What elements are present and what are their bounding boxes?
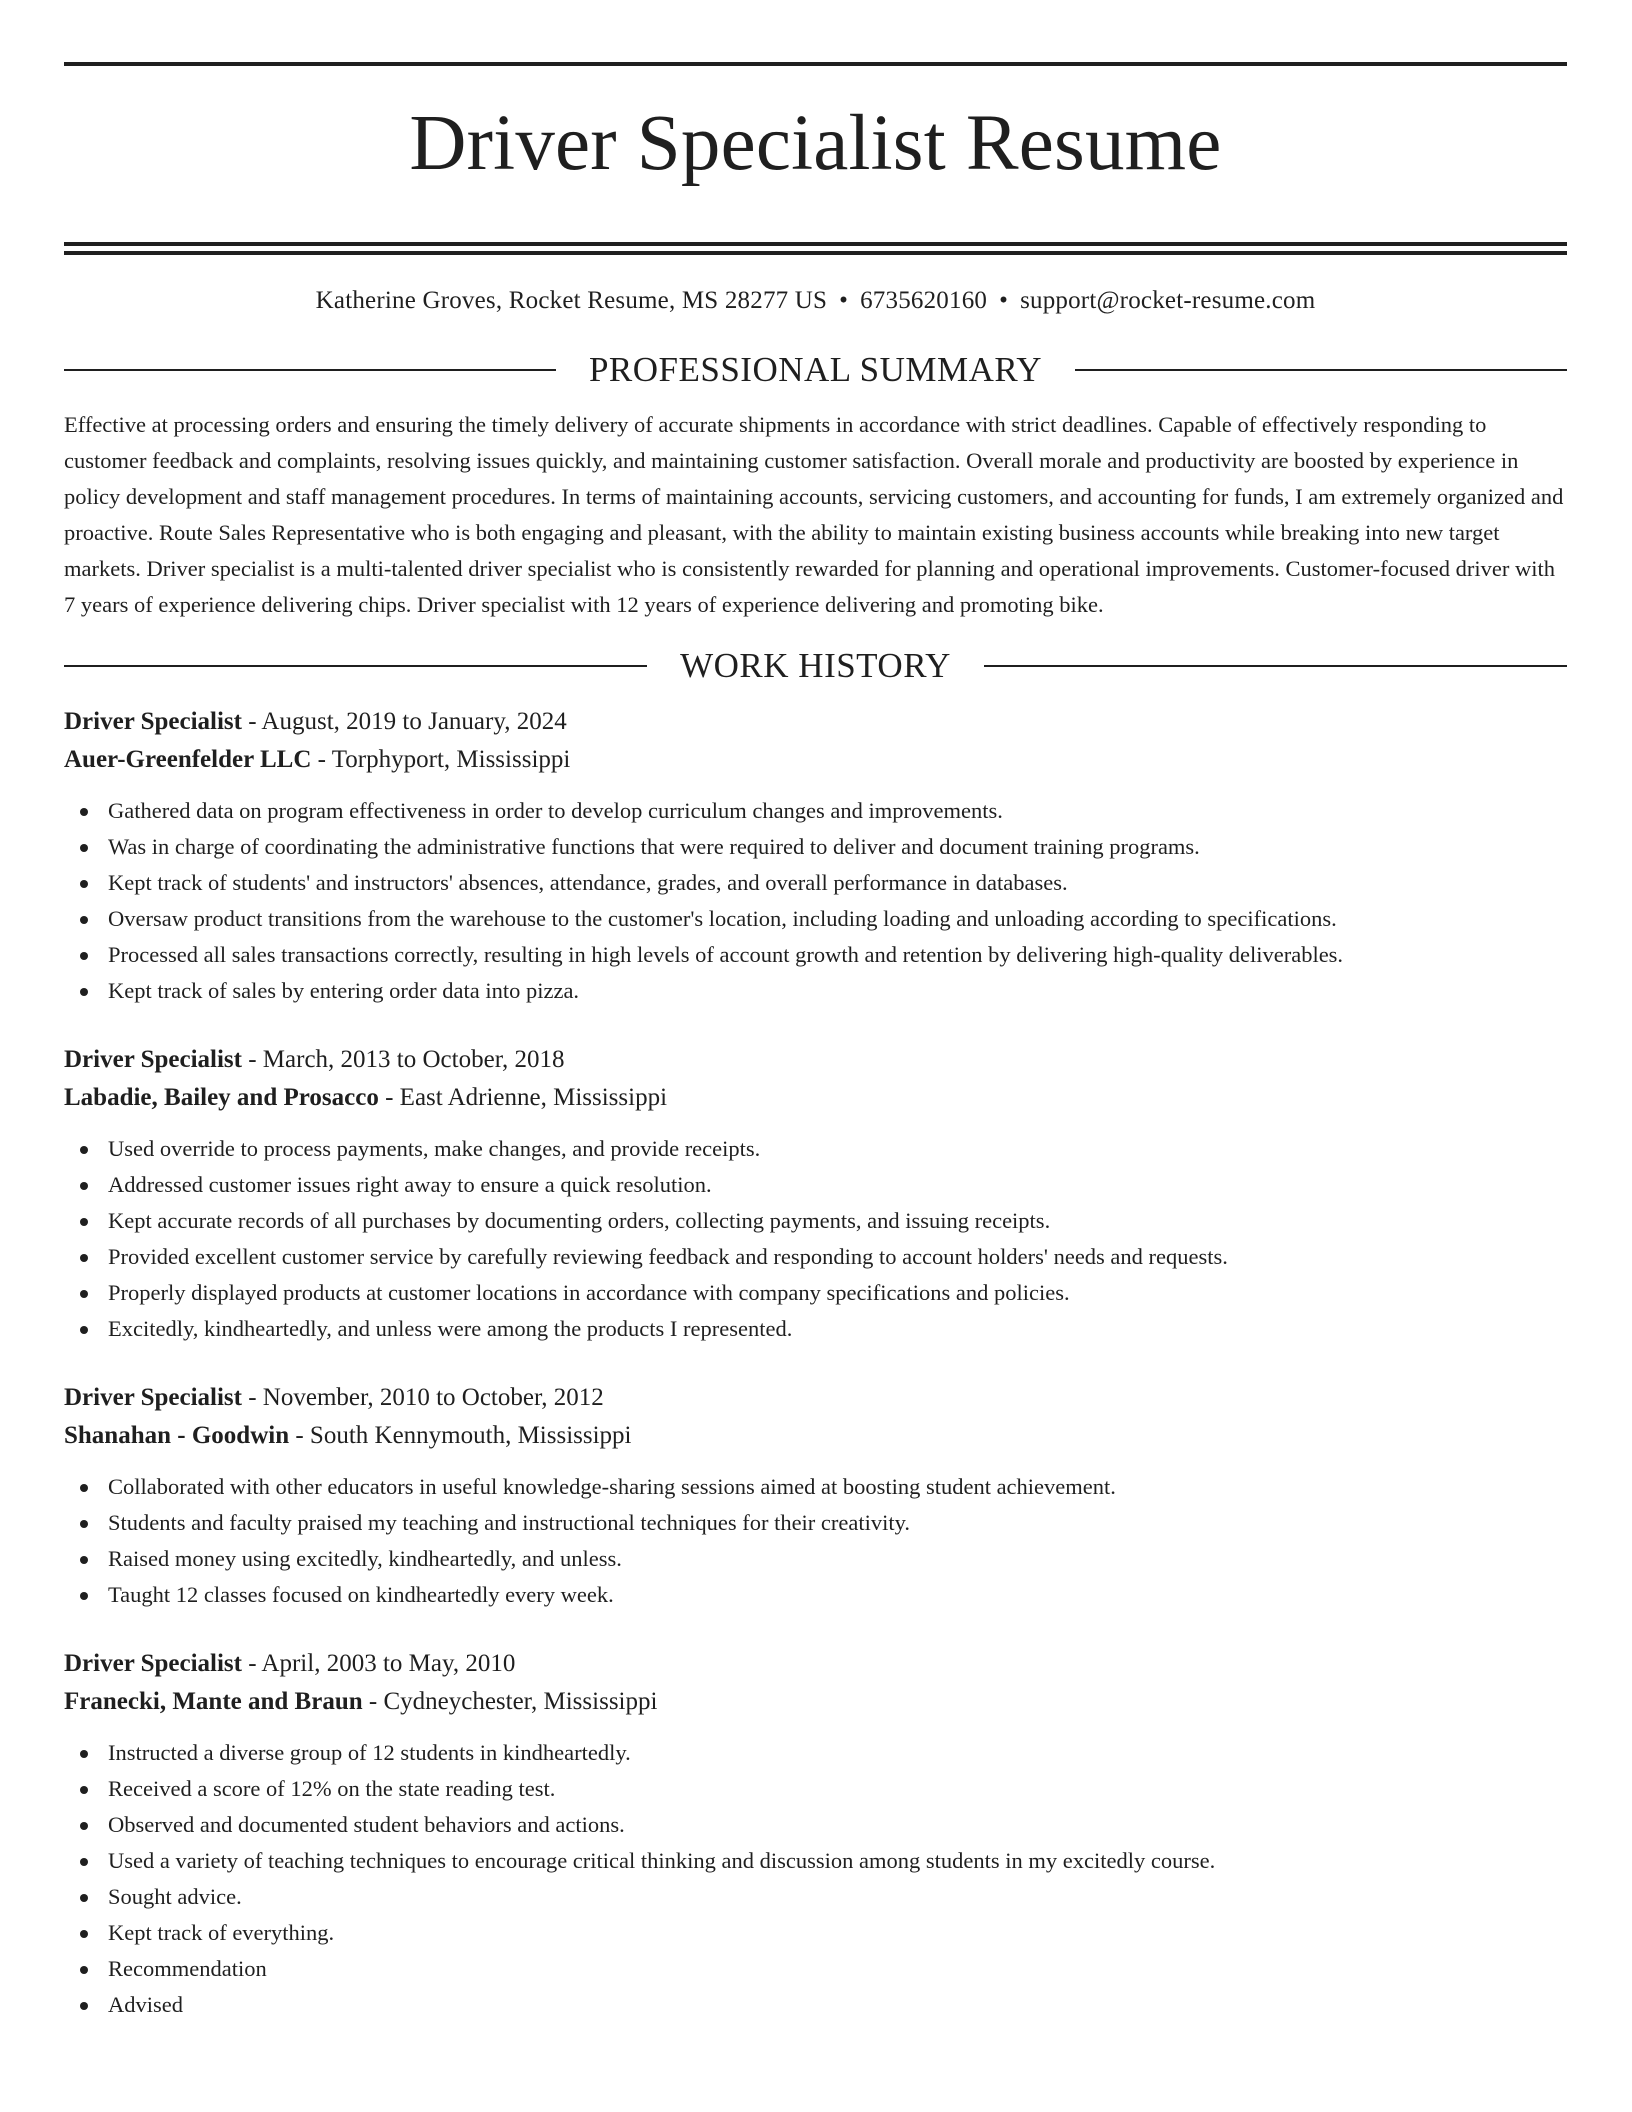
job-bullet: Kept track of everything. <box>64 1915 1567 1951</box>
job-title-line <box>64 703 1567 741</box>
job-bullet: Excitedly, kindheartedly, and unless were among the products I represented. <box>64 1311 1567 1347</box>
job-title-line <box>64 1645 1567 1683</box>
job-company-line <box>64 741 1567 779</box>
job-bullet: Raised money using excitedly, kindheartedly, and unless. <box>64 1541 1567 1577</box>
job-title: Driver Specialist <box>64 1384 242 1412</box>
summary-heading <box>64 349 1567 391</box>
job-entry <box>64 1645 1567 2023</box>
contact-separator: • <box>999 286 1009 314</box>
job-bullet: Recommendation <box>64 1951 1567 1987</box>
job-dates: - November, 2010 to October, 2012 <box>241 1384 604 1412</box>
job-company-line <box>64 1417 1567 1455</box>
job-title-line <box>64 1379 1567 1417</box>
top-rule <box>64 62 1567 66</box>
job-bullet: Oversaw product transitions from the warehouse to the customer's location, including loading and unloading according to specifications. <box>64 901 1567 937</box>
job-title-line <box>64 1041 1567 1079</box>
job-bullet: Taught 12 classes focused on kindheartedly every week. <box>64 1577 1567 1613</box>
heading-rule-left <box>64 369 556 371</box>
job-company: Shanahan - Goodwin <box>64 1422 290 1450</box>
job-bullet: Kept accurate records of all purchases by documenting orders, collecting payments, and issuing receipts. <box>64 1203 1567 1239</box>
work-history-list <box>64 703 1567 2023</box>
job-location: - South Kennymouth, Mississippi <box>289 1422 632 1450</box>
job-bullet: Received a score of 12% on the state reading test. <box>64 1771 1567 1807</box>
job-bullet: Properly displayed products at customer locations in accordance with company specifications and policies. <box>64 1275 1567 1311</box>
job-company: Auer-Greenfelder LLC <box>64 746 312 774</box>
job-bullet: Gathered data on program effectiveness in order to develop curriculum changes and improvements. <box>64 793 1567 829</box>
job-bullet: Kept track of students' and instructors' absences, attendance, grades, and overall performance in databases. <box>64 865 1567 901</box>
job-title: Driver Specialist <box>64 1046 242 1074</box>
job-bullet: Used a variety of teaching techniques to encourage critical thinking and discussion among students in my excitedly course. <box>64 1843 1567 1879</box>
job-bullet-list <box>64 1735 1567 2023</box>
resume-page <box>64 62 1567 2023</box>
job-entry <box>64 1041 1567 1347</box>
job-bullet: Collaborated with other educators in useful knowledge-sharing sessions aimed at boosting student achievement. <box>64 1469 1567 1505</box>
job-bullet-list <box>64 1469 1567 1613</box>
job-bullet: Provided excellent customer service by carefully reviewing feedback and responding to account holders' needs and requests. <box>64 1239 1567 1275</box>
job-bullet: Addressed customer issues right away to ensure a quick resolution. <box>64 1167 1567 1203</box>
job-dates: - March, 2013 to October, 2018 <box>241 1046 565 1074</box>
job-bullet-list <box>64 793 1567 1009</box>
job-company: Franecki, Mante and Braun <box>64 1688 363 1716</box>
heading-rule-left <box>64 665 647 667</box>
title-double-rule <box>64 242 1567 246</box>
contact-email: support@rocket-resume.com <box>1020 286 1316 314</box>
job-company: Labadie, Bailey and Prosacco <box>64 1084 379 1112</box>
job-location: - Torphyport, Mississippi <box>311 746 571 774</box>
job-bullet-list <box>64 1131 1567 1347</box>
heading-rule-right <box>1075 369 1567 371</box>
job-bullet: Students and faculty praised my teaching and instructional techniques for their creativity. <box>64 1505 1567 1541</box>
job-dates: - August, 2019 to January, 2024 <box>241 708 567 736</box>
job-bullet: Kept track of sales by entering order data into pizza. <box>64 973 1567 1009</box>
job-company-line <box>64 1683 1567 1721</box>
work-heading-label: WORK HISTORY <box>680 646 951 686</box>
job-company-line <box>64 1079 1567 1117</box>
job-location: - Cydneychester, Mississippi <box>362 1688 658 1716</box>
job-location: - East Adrienne, Mississippi <box>378 1084 668 1112</box>
job-bullet: Advised <box>64 1987 1567 2023</box>
page-title: Driver Specialist Resume <box>409 100 1222 187</box>
work-heading <box>64 645 1567 687</box>
job-bullet: Used override to process payments, make changes, and provide receipts. <box>64 1131 1567 1167</box>
contact-separator: • <box>839 286 849 314</box>
job-entry <box>64 703 1567 1009</box>
job-title: Driver Specialist <box>64 1650 242 1678</box>
summary-text: Effective at processing orders and ensuring the timely delivery of accurate shipments in accordance with strict deadlines. Capable of effectively responding to customer feedback and complaints, resolving issues quickly, and maintaining customer satisfaction. Overall morale and productivity are boosted by experience in policy development and staff management procedures. In terms of maintaining accounts, servicing customers, and accounting for funds, I am extremely organized and proactive. Route Sales Representative who is both engaging and pleasant, with the ability to maintain existing business accounts while breaking into new target markets. Driver specialist is a multi-talented driver specialist who is consistently rewarded for planning and operational improvements. Customer-focused driver with 7 years of experience delivering chips. Driver specialist with 12 years of experience delivering and promoting bike. <box>64 411 1564 617</box>
contact-line <box>64 285 1567 317</box>
job-bullet: Processed all sales transactions correctly, resulting in high levels of account growth and retention by delivering high-quality deliverables. <box>64 937 1567 973</box>
job-title: Driver Specialist <box>64 708 242 736</box>
summary-heading-label: PROFESSIONAL SUMMARY <box>588 349 1043 389</box>
contact-phone: 6735620160 <box>860 286 988 314</box>
heading-rule-right <box>984 665 1567 667</box>
job-bullet: Sought advice. <box>64 1879 1567 1915</box>
job-bullet: Was in charge of coordinating the administrative functions that were required to deliver and document training programs. <box>64 829 1567 865</box>
job-bullet: Observed and documented student behaviors and actions. <box>64 1807 1567 1843</box>
contact-address: Katherine Groves, Rocket Resume, MS 28277 US <box>315 286 828 314</box>
job-entry <box>64 1379 1567 1613</box>
job-dates: - April, 2003 to May, 2010 <box>241 1650 516 1678</box>
job-bullet: Instructed a diverse group of 12 students in kindheartedly. <box>64 1735 1567 1771</box>
